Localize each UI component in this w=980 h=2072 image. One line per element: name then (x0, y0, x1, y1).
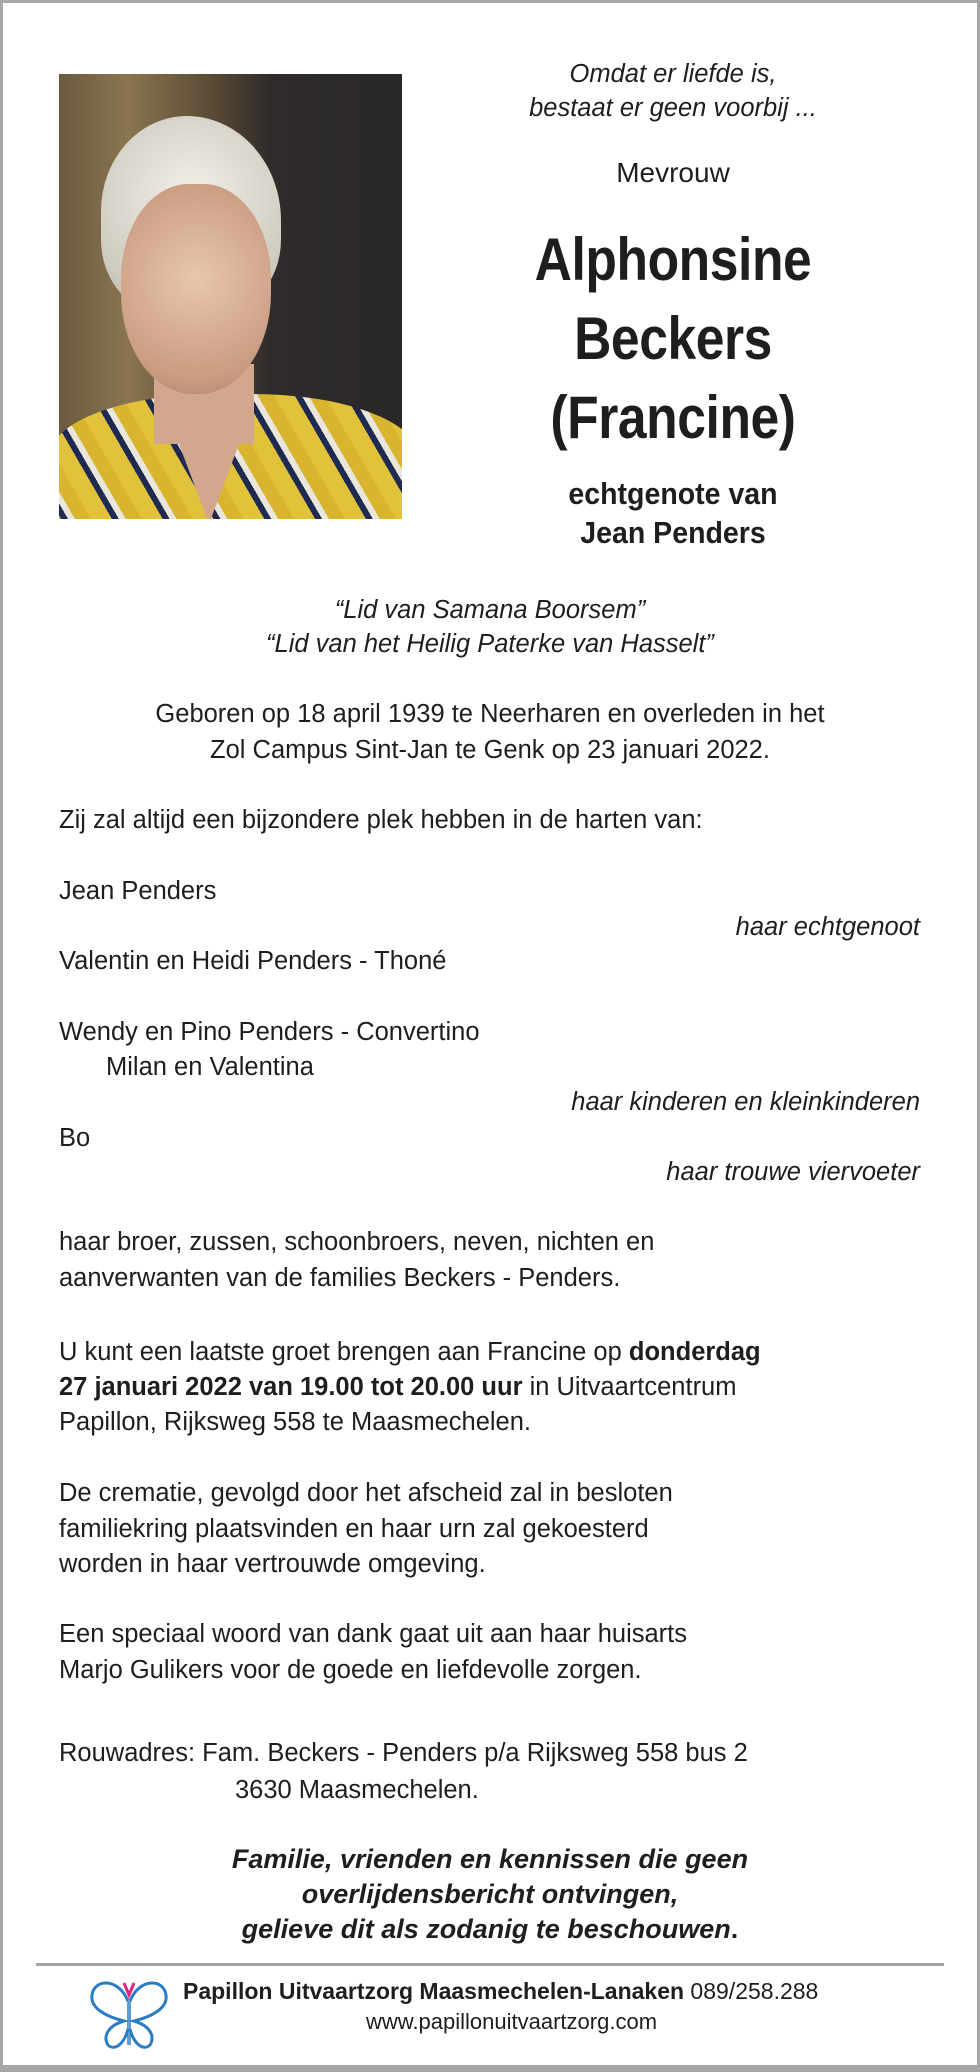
portrait-photo (59, 74, 402, 519)
visit-line-1 (59, 1335, 761, 1369)
cremation-3: worden in haar vertrouwde omgeving. (59, 1550, 486, 1578)
intro-text: Zij zal altijd een bijzondere plek hebben in de harten van: (59, 806, 703, 834)
family-child-2: Wendy en Pino Penders - Convertino (59, 1018, 480, 1046)
footer-divider (36, 1963, 944, 1966)
family-grandchildren: Milan en Valentina (106, 1053, 314, 1081)
spouse-label: echtgenote van (568, 476, 778, 511)
address-1: Rouwadres: Fam. Beckers - Penders p/a Rijksweg 558 bus 2 (59, 1739, 748, 1767)
name-first: Alphonsine (534, 226, 812, 293)
membership-1: “Lid van Samana Boorsem” (334, 596, 646, 624)
notice-1: Familie, vrienden en kennissen die geen (231, 1844, 749, 1874)
relatives-1: haar broer, zussen, schoonbroers, neven, nichten en (59, 1228, 655, 1256)
butterfly-logo-icon (88, 1973, 170, 2051)
notice-3 (3, 1912, 977, 1946)
name-nickname: (Francine) (550, 384, 796, 451)
funeral-home-name: Papillon Uitvaartzorg Maasmechelen-Lanaken (183, 1978, 685, 2004)
thanks-2: Marjo Gulikers voor de goede en liefdevolle zorgen. (59, 1656, 642, 1684)
notice-2: overlijdensbericht ontvingen, (301, 1879, 679, 1909)
address-2: 3630 Maasmechelen. (235, 1776, 479, 1804)
visit-text: in Uitvaartcentrum (522, 1373, 737, 1401)
thanks-1: Een speciaal woord van dank gaat uit aan haar huisarts (59, 1620, 687, 1648)
family-pet-role: haar trouwe viervoeter (666, 1158, 920, 1186)
funeral-home-website[interactable]: www.papillonuitvaartzorg.com (366, 2009, 658, 2034)
notice-text: gelieve dit als zodanig te beschouwen (241, 1914, 731, 1944)
quote-line-1: Omdat er liefde is, (569, 60, 777, 88)
family-child-1: Valentin en Heidi Penders - Thoné (59, 947, 447, 975)
birth-death-1: Geboren op 18 april 1939 te Neerharen en overleden in het (155, 700, 825, 728)
name-last: Beckers (574, 305, 772, 372)
family-pet: Bo (59, 1124, 91, 1152)
birth-death-2: Zol Campus Sint-Jan te Genk op 23 januari 2022. (210, 736, 770, 764)
family-spouse-role: haar echtgenoot (735, 913, 920, 941)
membership-2: “Lid van het Heilig Paterke van Hasselt” (266, 630, 714, 658)
visit-day: donderdag (628, 1338, 761, 1366)
family-children-role: haar kinderen en kleinkinderen (571, 1088, 920, 1116)
quote-line-2: bestaat er geen voorbij ... (529, 94, 817, 122)
cremation-1: De crematie, gevolgd door het afscheid zal in besloten (59, 1479, 673, 1507)
visit-line-2 (59, 1370, 737, 1404)
notice-period: . (730, 1914, 739, 1944)
cremation-2: familiekring plaatsvinden en haar urn zal gekoesterd (59, 1515, 649, 1543)
family-spouse: Jean Penders (59, 877, 217, 905)
spouse-name: Jean Penders (580, 515, 766, 550)
visit-line-3: Papillon, Rijksweg 558 te Maasmechelen. (59, 1408, 531, 1436)
relatives-2: aanverwanten van de families Beckers - Penders. (59, 1264, 621, 1292)
visit-text: U kunt een laatste groet brengen aan Francine op (59, 1338, 629, 1366)
obituary-card (3, 3, 977, 2065)
title-prefix: Mevrouw (616, 157, 730, 188)
visit-datetime: 27 januari 2022 van 19.00 tot 20.00 uur (59, 1373, 523, 1401)
footer-company-line (183, 1974, 818, 2008)
funeral-home-phone: 089/258.288 (684, 1978, 819, 2004)
